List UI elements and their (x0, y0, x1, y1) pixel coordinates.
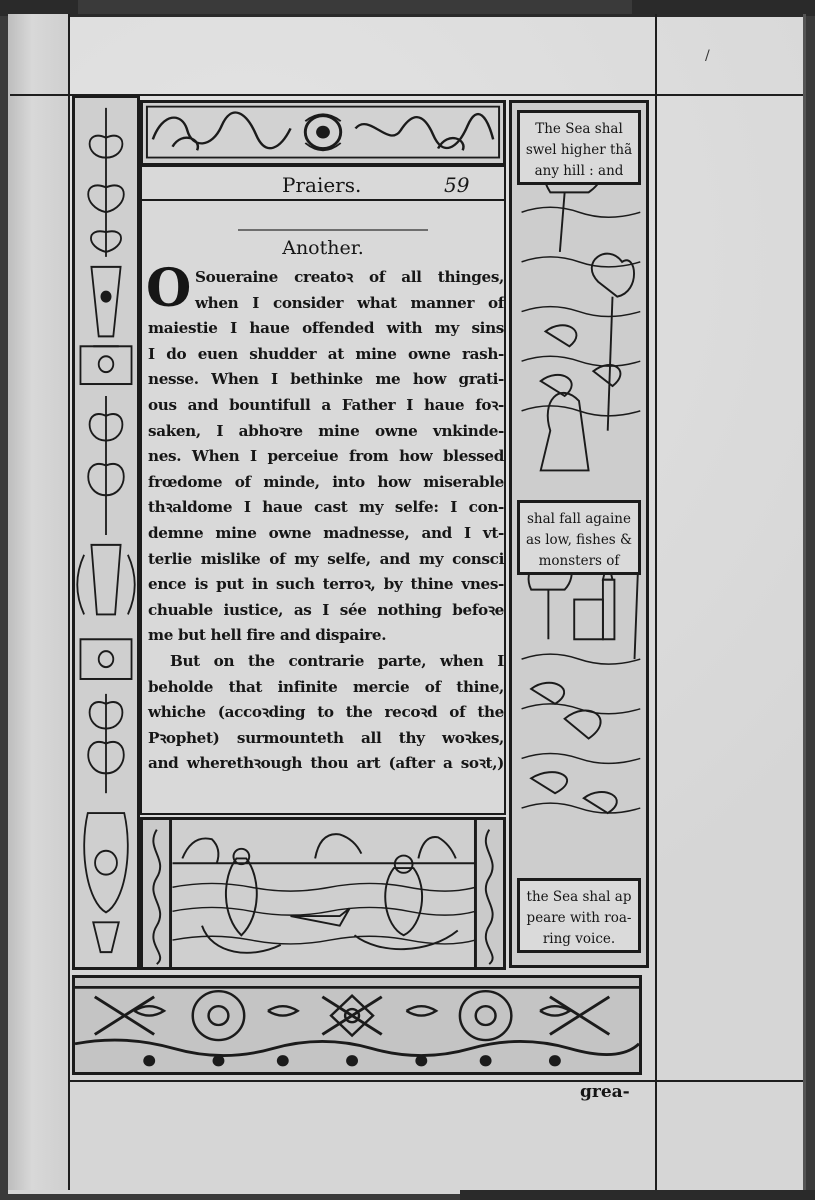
catchword: grea- (580, 1082, 630, 1102)
heading-rule (238, 229, 428, 231)
scan-edge-dark (460, 1190, 815, 1200)
text-line: ence is put in such terroꝛ, by thine vnes- (148, 575, 504, 594)
woodcut-top-band (140, 100, 506, 166)
printed-page (72, 95, 642, 1080)
running-head (142, 167, 504, 201)
side-caption-1 (517, 110, 641, 185)
caption-line: peare with roa- (526, 910, 632, 926)
page-number: 59 (444, 173, 470, 197)
paragraph-2 (148, 649, 504, 777)
text-line: me but hell fire and dispaire. (148, 626, 387, 645)
text-line: and wherethꝛough thou art (after a soꝛt,) (148, 754, 504, 773)
text-line: when I consider what manner of (194, 293, 504, 312)
text-line: beholde that infinite mercie of thine, (148, 677, 504, 696)
text-line: saken, I abhoꝛre mine owne vnkinde- (148, 421, 504, 440)
drop-cap-initial: O (146, 258, 191, 319)
caption-line: as low, fishes & (525, 532, 633, 548)
binding-gutter (8, 14, 68, 1190)
woodcut-bottom-frieze (72, 975, 642, 1075)
text-line: maiestie I haue offended with my sins (148, 319, 504, 338)
side-caption-2 (517, 500, 641, 575)
page-edge-right (803, 14, 806, 1190)
paragraph-1 (146, 258, 504, 649)
text-line: chuable iustice, as I sée nothing befoꝛe (148, 600, 504, 619)
caption-line: the Sea shal ap (526, 889, 632, 905)
margin-mark: / (705, 48, 710, 64)
text-line: But on the contrarie parte, when I (170, 651, 504, 670)
text-line: I do euen shudder at mine owne rash- (148, 344, 504, 363)
caption-line: shal fall againe (527, 511, 631, 527)
text-line: thꝛaldome I haue cast my selfe: I con- (148, 498, 504, 517)
text-line: Pꝛophet) surmounteth all thy woꝛkes, (148, 728, 504, 747)
running-title: Praiers. (282, 173, 362, 197)
text-line: whiche (accoꝛding to the recoꝛd of the (148, 703, 504, 722)
prayer-heading: Another. (282, 237, 364, 259)
text-line: frœdome of minde, into how miserable (148, 472, 504, 491)
caption-line: The Sea shal (535, 121, 623, 137)
prayer-text (146, 258, 504, 777)
caption-line: ring voice. (542, 931, 616, 947)
text-line: terlie mislike of my selfe, and my consci (148, 549, 504, 568)
ruled-line-vertical-right (655, 14, 657, 1190)
side-column (509, 100, 649, 968)
text-line: demne mine owne madnesse, and I vt- (148, 523, 504, 542)
woodcut-left-column (72, 95, 140, 970)
caption-line: any hill : and (534, 163, 624, 179)
scan-edge-dark (632, 0, 815, 16)
text-line: nesse. When I bethinke me how grati- (148, 370, 504, 389)
text-line: Soueraine creatoꝛ of all thinges, (194, 268, 504, 286)
text-line: nes. When I perceiue from how blessed (148, 447, 504, 466)
side-caption-3 (517, 878, 641, 953)
caption-line: monsters of (538, 553, 620, 569)
ruled-line-horizontal-bottom (68, 1080, 805, 1082)
caption-line: swel higher thã (525, 142, 633, 158)
ruled-line-vertical-left (68, 14, 70, 1190)
text-block (140, 165, 506, 815)
text-line: ous and bountifull a Father I haue foꝛ- (148, 395, 504, 414)
woodcut-mermaid-panel (140, 817, 506, 970)
